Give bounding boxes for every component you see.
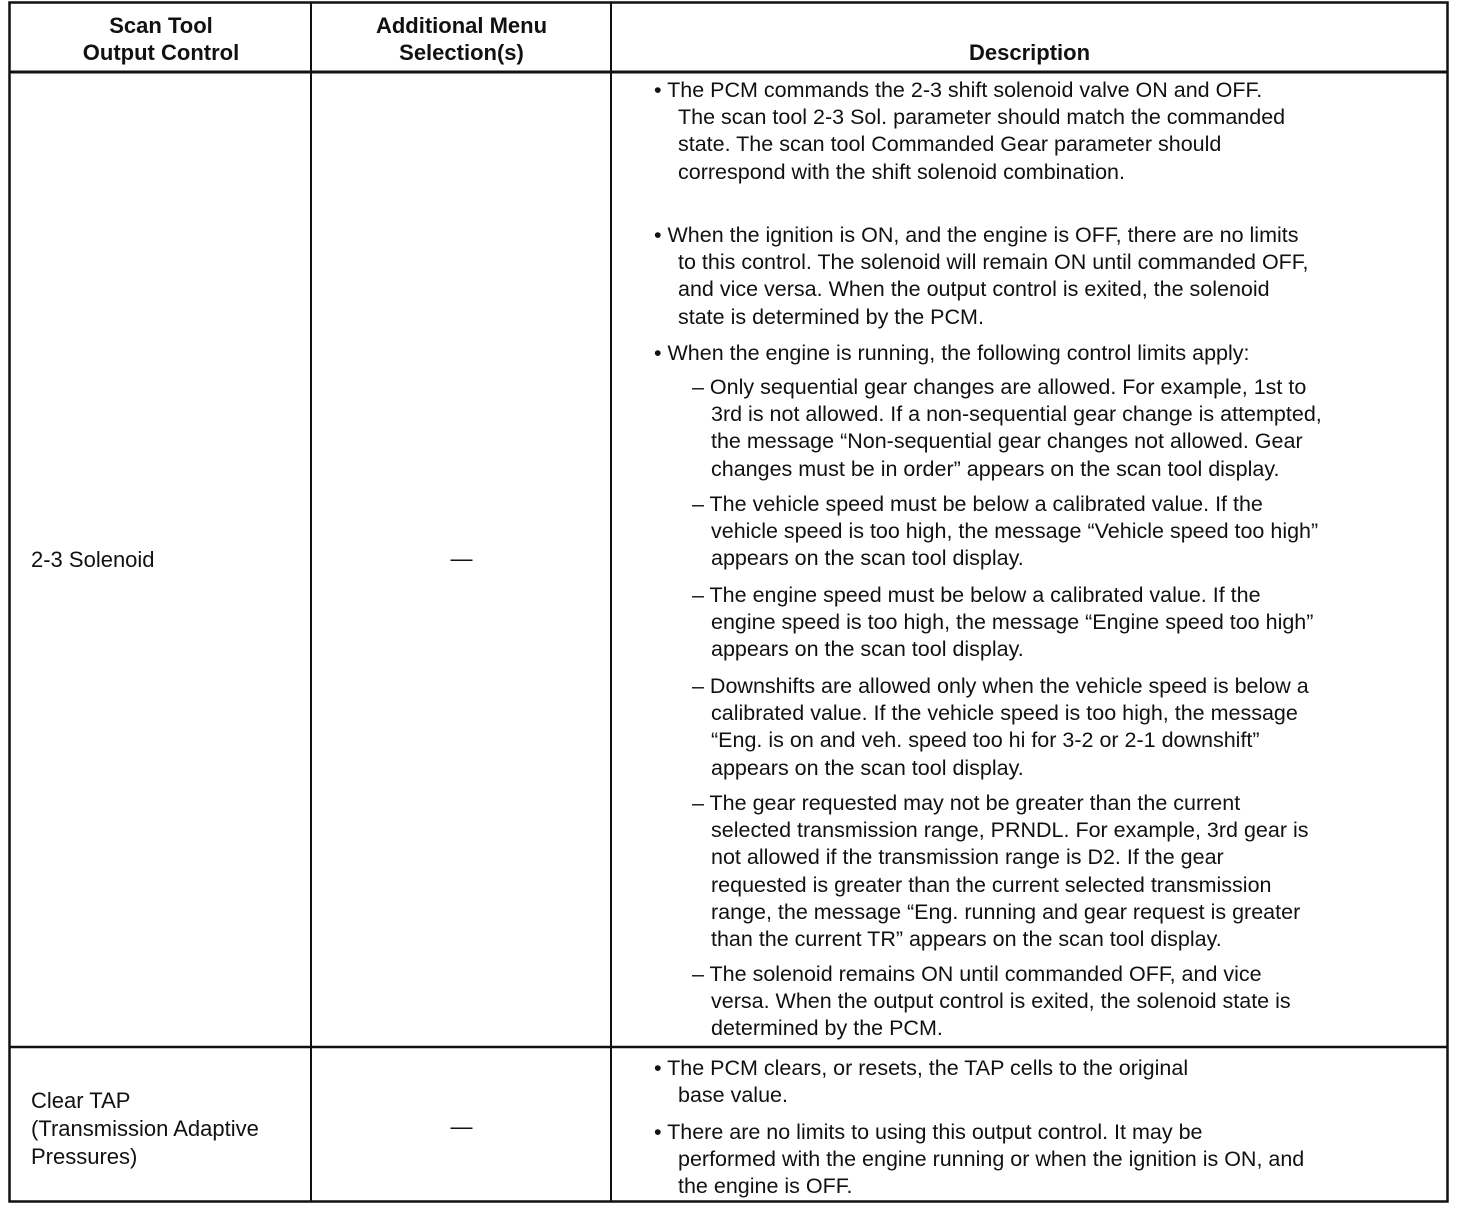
text-line: to this control. The solenoid will remain ON until commanded OFF, (678, 250, 1309, 275)
text-line: the engine is OFF. (678, 1174, 853, 1199)
text-line: “Eng. is on and veh. speed too hi for 3-2 or 2-1 downshift” (711, 728, 1260, 753)
text-line: base value. (678, 1083, 788, 1108)
sub-item (692, 673, 1309, 782)
row-clear-tap-menu (312, 1114, 611, 1140)
header-line: Additional Menu (375, 13, 548, 38)
bullet-item (654, 1119, 1304, 1201)
text-line: range, the message “Eng. running and gear request is greater (711, 899, 1301, 924)
text-line: – Only sequential gear changes are allowed. For example, 1st to (692, 375, 1307, 399)
menu-selection: — (450, 546, 473, 571)
text-line: state. The scan tool Commanded Gear parameter should (678, 132, 1222, 157)
header-line: Scan Tool (109, 13, 213, 38)
text-line: not allowed if the transmission range is D2. If the gear (711, 845, 1224, 870)
control-name: Pressures) (31, 1144, 138, 1169)
text-line: The scan tool 2-3 Sol. parameter should match the commanded (678, 105, 1286, 130)
row-2-3-solenoid-menu (312, 546, 611, 572)
text-line: correspond with the shift solenoid combination. (678, 159, 1125, 184)
text-line: • There are no limits to using this output control. It may be (654, 1120, 1203, 1144)
header-line: Description (968, 40, 1091, 65)
sub-item (692, 374, 1322, 483)
text-line: 3rd is not allowed. If a non-sequential gear change is attempted, (711, 402, 1322, 427)
header-scan-tool-output-control (11, 4, 311, 72)
row-2-3-solenoid-control (31, 546, 301, 574)
text-line: – The solenoid remains ON until commanded OFF, and vice (692, 962, 1262, 986)
control-name: (Transmission Adaptive (31, 1116, 259, 1141)
menu-selection: — (450, 1114, 473, 1139)
text-line: • When the ignition is ON, and the engine is OFF, there are no limits (654, 223, 1299, 247)
text-line: engine speed is too high, the message “Engine speed too high” (711, 610, 1314, 635)
sub-item (692, 790, 1308, 953)
control-name: Clear TAP (31, 1088, 131, 1113)
text-line: the message “Non-sequential gear changes not allowed. Gear (711, 429, 1303, 454)
text-line: – The engine speed must be below a calibrated value. If the (692, 583, 1261, 607)
sub-item (692, 491, 1318, 573)
text-line: appears on the scan tool display. (711, 637, 1024, 662)
text-line: changes must be in order” appears on the scan tool display. (711, 456, 1280, 481)
header-description (612, 4, 1447, 72)
text-line: vehicle speed is too high, the message “Vehicle speed too high” (711, 519, 1319, 544)
header-line: Output Control (82, 40, 240, 65)
text-line: • The PCM clears, or resets, the TAP cells to the original (654, 1056, 1189, 1080)
text-line: performed with the engine running or when the ignition is ON, and (678, 1147, 1305, 1172)
text-line: • The PCM commands the 2-3 shift solenoid valve ON and OFF. (654, 78, 1263, 102)
text-line: • When the engine is running, the following control limits apply: (654, 341, 1250, 365)
text-line: than the current TR” appears on the scan tool display. (711, 927, 1222, 952)
bullet-item (654, 340, 1250, 367)
text-line: selected transmission range, PRNDL. For example, 3rd gear is (711, 818, 1309, 843)
sub-item (692, 582, 1313, 664)
header-additional-menu-selections (312, 4, 611, 72)
text-line: requested is greater than the current selected transmission (711, 872, 1272, 897)
header-line: Selection(s) (399, 40, 524, 65)
bullet-item (654, 77, 1285, 186)
bullet-item (654, 222, 1309, 331)
text-line: and vice versa. When the output control is exited, the solenoid (678, 277, 1270, 302)
control-name: 2-3 Solenoid (31, 547, 155, 572)
text-line: state is determined by the PCM. (678, 304, 984, 329)
text-line: – The vehicle speed must be below a calibrated value. If the (692, 492, 1263, 516)
text-line: – The gear requested may not be greater than the current (692, 791, 1241, 815)
text-line: appears on the scan tool display. (711, 755, 1024, 780)
text-line: appears on the scan tool display. (711, 546, 1024, 571)
row-clear-tap-control (31, 1087, 306, 1171)
text-line: – Downshifts are allowed only when the vehicle speed is below a (692, 674, 1309, 698)
text-line: versa. When the output control is exited, the solenoid state is (711, 989, 1291, 1014)
bullet-item (654, 1055, 1188, 1109)
text-line: determined by the PCM. (711, 1016, 943, 1041)
text-line: calibrated value. If the vehicle speed is too high, the message (711, 701, 1298, 726)
sub-item (692, 961, 1291, 1043)
